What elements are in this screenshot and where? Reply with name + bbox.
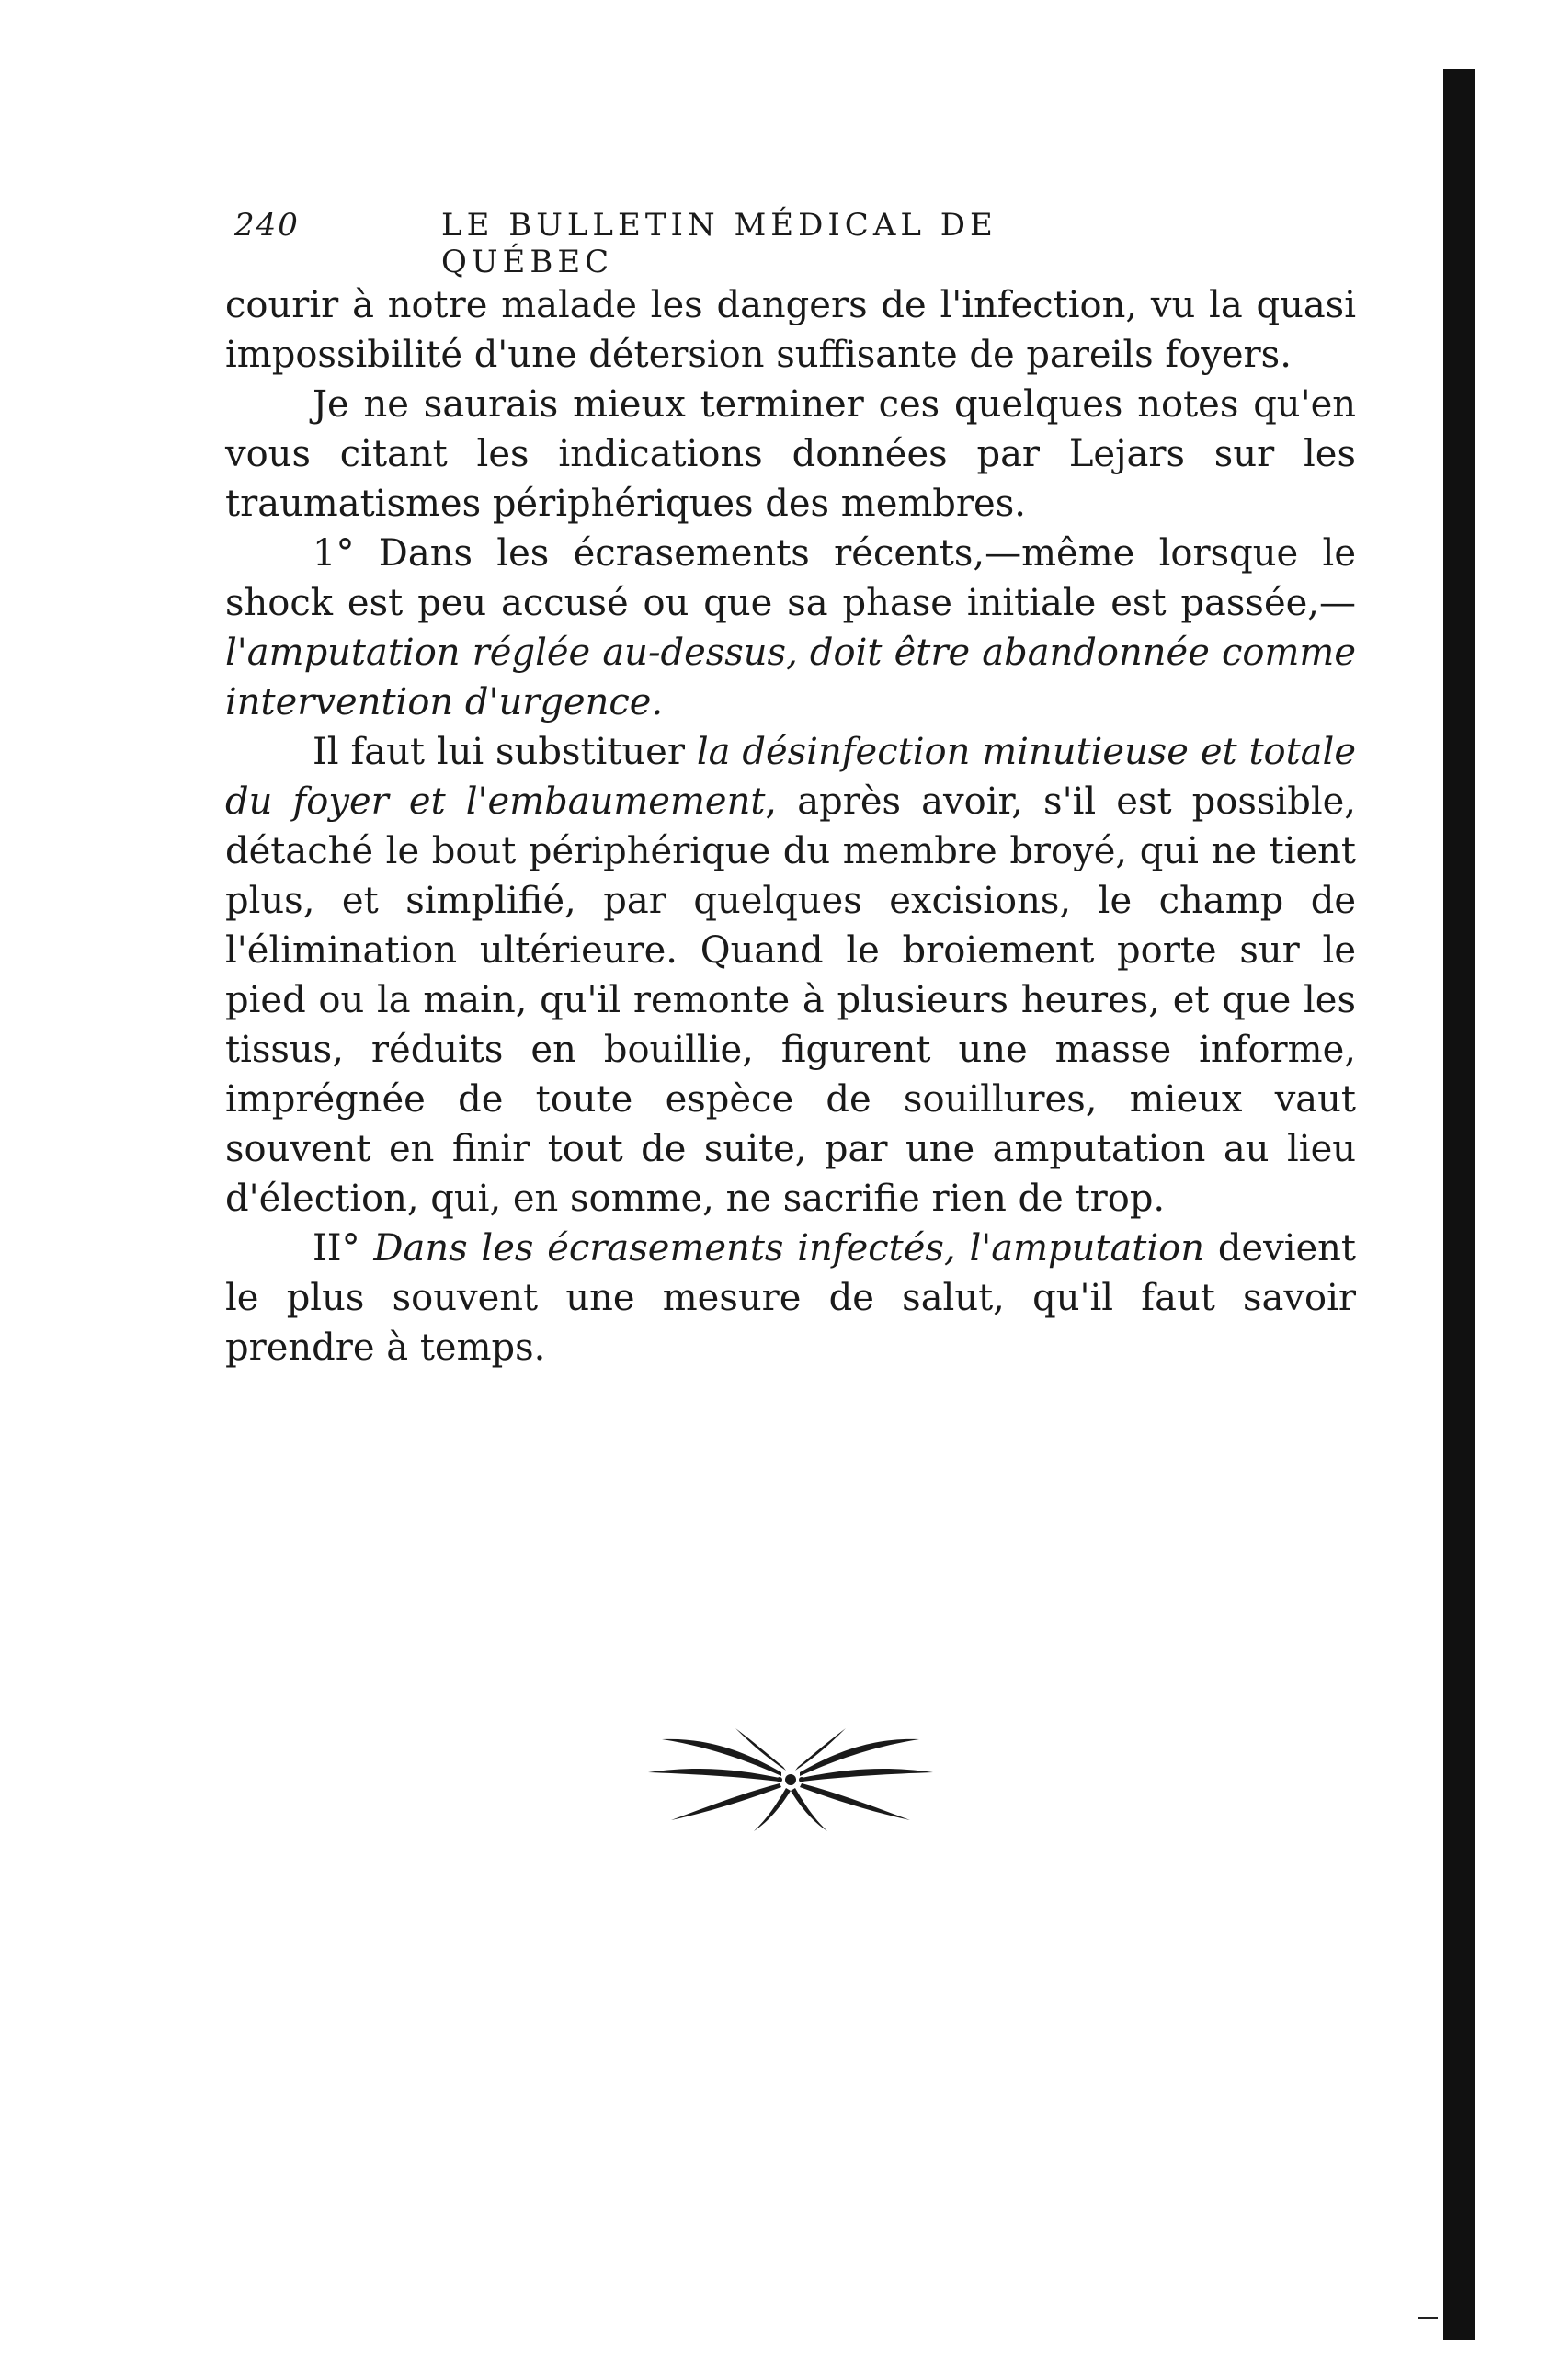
page-header: [234, 207, 1172, 280]
paragraph-1: [225, 280, 1356, 380]
paragraph-3: [225, 529, 1356, 727]
paragraph-4-text-a: Il faut lui substituer: [313, 731, 697, 773]
page-number: 240: [234, 207, 300, 244]
paragraph-3-emphasis: l'amputation réglée au-dessus, doit être abandonnée comme intervention d'urgence.: [225, 632, 1356, 723]
paragraph-5: [225, 1224, 1356, 1372]
ornament-icon: [644, 1719, 938, 1839]
body-text: [225, 280, 1356, 1372]
page-edge-mark: [1418, 2317, 1438, 2319]
paragraph-2: [225, 380, 1356, 529]
paragraph-5-emphasis: Dans les écrasements infectés, l'amputation: [373, 1227, 1205, 1270]
paragraph-1-text: courir à notre malade les dangers de l'infection, vu la quasi impossibilité d'une détersion suffisante de pareils foyers.: [225, 284, 1356, 376]
paragraph-5-text-b: devient le plus souvent une mesure de salut, qu'il faut savoir prendre à temps.: [225, 1227, 1356, 1369]
paragraph-4-emphasis: la désinfection minutieuse et totale du foyer et l'embaumement: [225, 731, 1356, 823]
paragraph-4-text-b: , après avoir, s'il est possible, détaché le bout périphérique du membre broyé, qui ne tient plus, et simplifié, par quelques excisions, le champ de l'élimination ultérieure. Quand le broiement porte sur le pied ou la main, qu'il remonte à plusieurs heures, et que les tissus, réduits en bouillie, figurent une masse informe, imprégnée de toute espèce de souillures, mieux vaut souvent en finir tout de suite, par une amputation au lieu d'élection, qui, en somme, ne sacrifie rien de trop.: [225, 780, 1356, 1220]
page-edge-bar: [1443, 69, 1475, 2340]
paragraph-5-text-a: II°: [313, 1227, 374, 1270]
paragraph-4: [225, 727, 1356, 1224]
running-title: LE BULLETIN MÉDICAL DE QUÉBEC: [441, 207, 997, 280]
paragraph-3-text: 1° Dans les écrasements récents,—même lorsque le shock est peu accusé ou que sa phase initiale est passée,—: [225, 532, 1356, 624]
paragraph-2-text: Je ne saurais mieux terminer ces quelques notes qu'en vous citant les indications données par Lejars sur les traumatismes périphériques des membres.: [225, 383, 1356, 525]
